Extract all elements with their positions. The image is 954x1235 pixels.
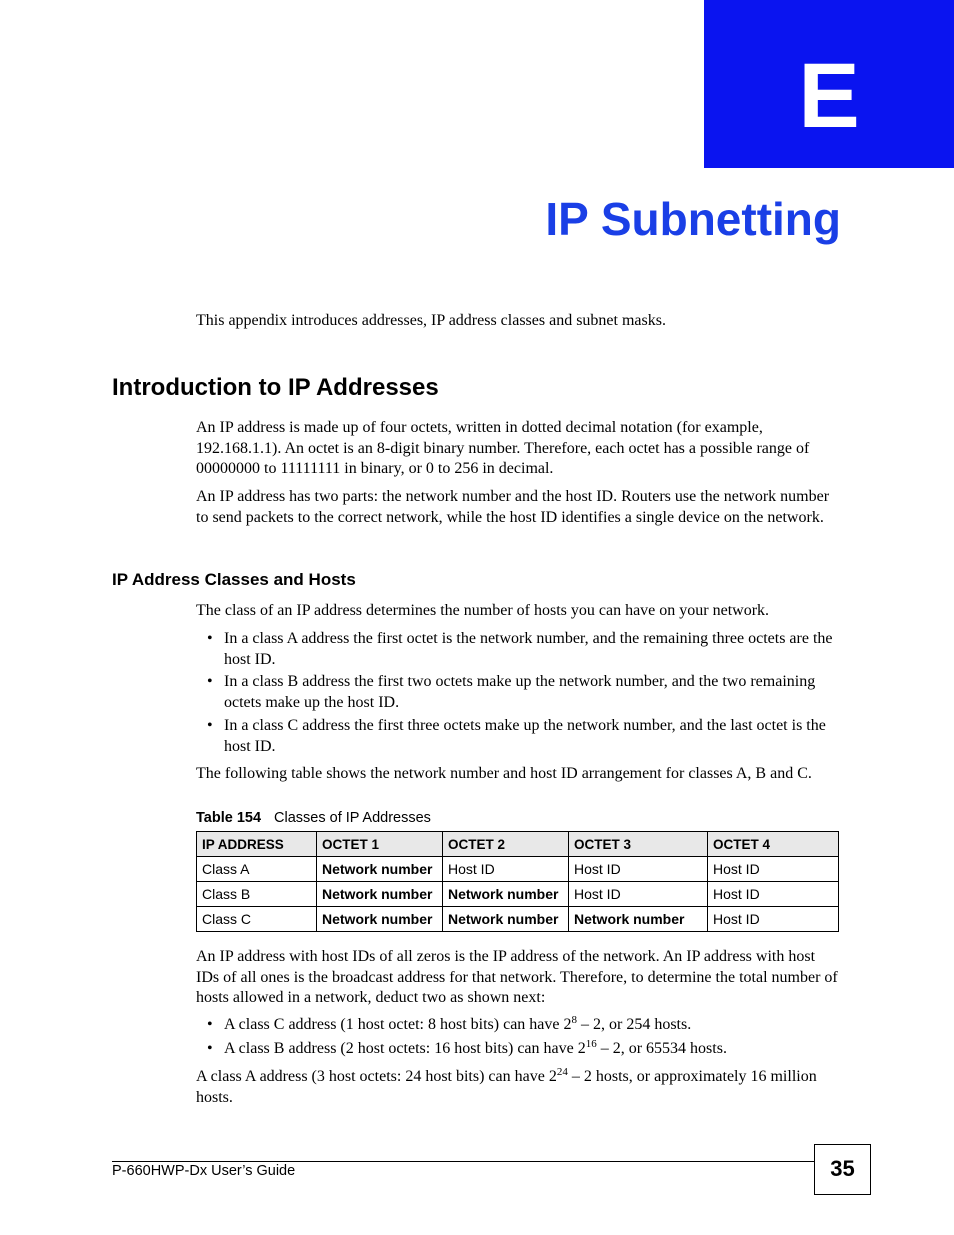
list-item-text: In a class C address the first three octets make up the network number, and the last octet is the host ID. [224, 717, 826, 755]
table-cell: Network number [443, 907, 569, 932]
list-item-text: In a class B address the first two octets make up the network number, and the two remaining octets make up the host ID. [224, 673, 816, 711]
table-row [197, 857, 839, 882]
bullet-marker: • [207, 717, 213, 734]
table-row [197, 907, 839, 932]
footer-guide-title: P-660HWP-Dx User’s Guide [112, 1163, 296, 1179]
table-cell: Host ID [708, 857, 839, 882]
table-cell: Host ID [569, 882, 708, 907]
column-header: OCTET 1 [317, 832, 443, 857]
intro-octets-paragraph: An IP address is made up of four octets, written in dotted decimal notation (for example, 192.168.1.1). An octet is an 8-digit binary number. Therefore, each octet has a possible range of 00000000 to 11111111 in binary, or 0 to 256 in decimal. [196, 419, 810, 477]
table-caption-label: Table 154 [196, 810, 262, 826]
table-row [197, 882, 839, 907]
ip-classes-table [196, 831, 839, 932]
table-intro-paragraph: The following table shows the network number and host ID arrangement for classes A, B and C. [196, 765, 812, 782]
column-header: OCTET 2 [443, 832, 569, 857]
chapter-tab [704, 0, 954, 168]
table-cell: Network number [317, 857, 443, 882]
section-heading-classes: IP Address Classes and Hosts [112, 570, 356, 589]
bullet-marker: • [207, 630, 213, 647]
table-cell: Class C [197, 907, 317, 932]
list-item-text: A class B address (2 host octets: 16 host bits) can have $2^{16} - 2$, or 65534 hosts. [224, 1038, 727, 1057]
table-cell: Network number [317, 882, 443, 907]
list-item [207, 672, 840, 713]
table-cell: Class B [197, 882, 317, 907]
chapter-letter: E [798, 45, 860, 147]
list-item [207, 716, 840, 757]
table-cell: Host ID [569, 857, 708, 882]
class-a-hosts-paragraph: A class A address (3 host octets: 24 host bits) can have $2^{24} - 2$ hosts, or approximately 16 million hosts. [196, 1066, 817, 1106]
table-cell: Network number [317, 907, 443, 932]
column-header: IP ADDRESS [197, 832, 317, 857]
table-caption-text: Classes of IP Addresses [274, 810, 431, 826]
host-ids-paragraph: An IP address with host IDs of all zeros is the IP address of the network. An IP address with host IDs of all ones is the broadcast address for that network. Therefore, to determine the total number of hosts allowed in a network, deduct two as shown next: [196, 948, 838, 1006]
intro-paragraph: This appendix introduces addresses, IP address classes and subnet masks. [196, 312, 666, 329]
section-heading-introduction: Introduction to IP Addresses [112, 374, 439, 401]
network-host-paragraph: An IP address has two parts: the network number and the host ID. Routers use the network number to send packets to the correct network, while the host ID identifies a single device on the network. [196, 488, 830, 526]
bullet-marker: • [207, 1016, 213, 1033]
bullet-marker: • [207, 673, 213, 690]
table-header-row [197, 832, 839, 857]
list-item-text: A class C address (1 host octet: 8 host bits) can have $2^8 - 2$, or 254 hosts. [224, 1014, 692, 1033]
table-cell: Host ID [443, 857, 569, 882]
table-cell: Class A [197, 857, 317, 882]
list-item [207, 1039, 840, 1060]
page-number: 35 [814, 1144, 871, 1195]
list-item [207, 1015, 840, 1036]
page-title: IP Subnetting [545, 193, 841, 245]
column-header: OCTET 3 [569, 832, 708, 857]
table-cell: Network number [569, 907, 708, 932]
table-cell: Host ID [708, 882, 839, 907]
table-caption [196, 809, 431, 827]
table-cell: Host ID [708, 907, 839, 932]
list-item [207, 629, 840, 670]
table-cell: Network number [443, 882, 569, 907]
column-header: OCTET 4 [708, 832, 839, 857]
classes-paragraph: The class of an IP address determines the number of hosts you can have on your network. [196, 602, 770, 619]
bullet-marker: • [207, 1040, 213, 1057]
list-item-text: In a class A address the first octet is the network number, and the remaining three octets are the host ID. [224, 630, 833, 668]
